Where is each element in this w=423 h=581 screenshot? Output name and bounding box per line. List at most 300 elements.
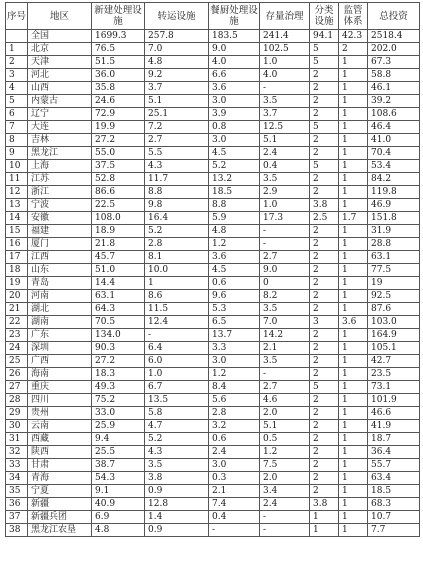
cell: 27.2 — [92, 134, 145, 147]
cell: 2 — [310, 225, 339, 238]
cell: 宁波 — [28, 199, 92, 212]
cell: 31 — [6, 433, 28, 446]
cell: 3.8 — [310, 199, 339, 212]
cell: 辽宁 — [28, 108, 92, 121]
table-body — [6, 30, 420, 537]
cell: 151.8 — [368, 212, 420, 225]
cell: 11 — [6, 173, 28, 186]
cell: 1.0 — [145, 368, 209, 381]
investment-table — [5, 2, 420, 537]
cell: 12.5 — [260, 121, 310, 134]
cell: 19.9 — [92, 121, 145, 134]
cell: 5 — [310, 160, 339, 173]
table-row — [6, 264, 420, 277]
cell: 1.2 — [209, 238, 260, 251]
cell: 27.2 — [92, 355, 145, 368]
cell: 29 — [6, 407, 28, 420]
table-row — [6, 173, 420, 186]
cell: 5.1 — [145, 95, 209, 108]
header-kitchen: 餐厨处理设施 — [209, 3, 260, 30]
cell: 70.5 — [92, 316, 145, 329]
cell: 湖北 — [28, 303, 92, 316]
cell: 2.1 — [209, 485, 260, 498]
table-row — [6, 407, 420, 420]
cell: 52.8 — [92, 173, 145, 186]
cell: 2.9 — [260, 186, 310, 199]
cell: 26 — [6, 368, 28, 381]
cell: 34 — [6, 472, 28, 485]
cell: 1 — [339, 498, 368, 511]
cell: 2 — [310, 264, 339, 277]
cell: 2.4 — [260, 147, 310, 160]
cell: 64.3 — [92, 303, 145, 316]
cell: 2 — [310, 368, 339, 381]
cell: 5.1 — [260, 134, 310, 147]
table-row — [6, 316, 420, 329]
cell: - — [260, 82, 310, 95]
cell: 46.6 — [368, 407, 420, 420]
cell: 2.7 — [145, 134, 209, 147]
table-row — [6, 160, 420, 173]
cell: 73.1 — [368, 381, 420, 394]
cell: 33.0 — [92, 407, 145, 420]
cell: 5.8 — [145, 407, 209, 420]
cell: 1 — [339, 485, 368, 498]
cell: 内蒙古 — [28, 95, 92, 108]
cell: 21.8 — [92, 238, 145, 251]
cell: 3.0 — [209, 459, 260, 472]
cell: 3 — [310, 316, 339, 329]
cell: 吉林 — [28, 134, 92, 147]
cell: 深圳 — [28, 342, 92, 355]
cell: 9.4 — [92, 433, 145, 446]
cell: 5.9 — [209, 212, 260, 225]
cell: 33 — [6, 459, 28, 472]
cell: 1 — [339, 173, 368, 186]
cell: 1 — [339, 446, 368, 459]
cell: 13.5 — [145, 394, 209, 407]
cell: 5 — [310, 56, 339, 69]
cell: 0.8 — [209, 121, 260, 134]
cell: 1 — [339, 147, 368, 160]
cell: 1 — [339, 69, 368, 82]
cell: 9.2 — [145, 69, 209, 82]
header-total: 总投资 — [368, 3, 420, 30]
cell: 2 — [310, 108, 339, 121]
cell: 6.7 — [145, 381, 209, 394]
cell: 0.9 — [145, 524, 209, 537]
cell: 3.5 — [260, 355, 310, 368]
table-header-row — [6, 3, 420, 30]
cell: 宁夏 — [28, 485, 92, 498]
cell: 24 — [6, 342, 28, 355]
cell: 25.9 — [92, 420, 145, 433]
cell: 厦门 — [28, 238, 92, 251]
cell: 湖南 — [28, 316, 92, 329]
cell: 12.8 — [145, 498, 209, 511]
cell: 1 — [339, 524, 368, 537]
cell: 6.4 — [145, 342, 209, 355]
cell: 84.2 — [368, 173, 420, 186]
cell: 1 — [339, 121, 368, 134]
cell: 江西 — [28, 251, 92, 264]
cell: 3.6 — [339, 316, 368, 329]
cell: 2 — [310, 173, 339, 186]
cell: 10.0 — [145, 264, 209, 277]
cell: 2 — [310, 82, 339, 95]
cell: 2 — [310, 95, 339, 108]
cell: 山东 — [28, 264, 92, 277]
cell: 甘肃 — [28, 459, 92, 472]
cell: 2 — [6, 56, 28, 69]
cell: 1.2 — [209, 368, 260, 381]
cell: 3.7 — [260, 108, 310, 121]
cell: 1 — [339, 160, 368, 173]
cell: 0.4 — [209, 511, 260, 524]
cell: 5 — [310, 121, 339, 134]
cell: - — [209, 524, 260, 537]
cell: 5.6 — [209, 394, 260, 407]
cell: 18.9 — [92, 225, 145, 238]
cell: 2 — [310, 277, 339, 290]
cell: 183.5 — [209, 30, 260, 43]
cell: 2 — [310, 433, 339, 446]
cell: 37 — [6, 511, 28, 524]
cell: 5 — [310, 43, 339, 56]
table-row — [6, 95, 420, 108]
cell: 41.0 — [368, 134, 420, 147]
cell: 18.5 — [209, 186, 260, 199]
cell: 17.3 — [260, 212, 310, 225]
table-row — [6, 134, 420, 147]
cell: 86.6 — [92, 186, 145, 199]
cell: 1 — [6, 43, 28, 56]
cell: 42.7 — [368, 355, 420, 368]
cell: 1 — [339, 199, 368, 212]
cell: 3.8 — [145, 472, 209, 485]
cell: 55.7 — [368, 459, 420, 472]
cell: 1 — [339, 303, 368, 316]
cell: 黑龙江 — [28, 147, 92, 160]
table-row — [6, 108, 420, 121]
cell: 4.3 — [145, 446, 209, 459]
cell: 5.2 — [209, 160, 260, 173]
cell: 2 — [310, 342, 339, 355]
cell: 63.1 — [92, 290, 145, 303]
cell: 42.3 — [339, 30, 368, 43]
header-supervision: 监管体系 — [339, 3, 368, 30]
cell: 2 — [310, 407, 339, 420]
header-stock: 存量治理 — [260, 3, 310, 30]
cell: 8.1 — [145, 251, 209, 264]
cell: 1 — [339, 108, 368, 121]
cell: 3.5 — [260, 303, 310, 316]
table-row — [6, 368, 420, 381]
cell: 0.4 — [260, 160, 310, 173]
table-row — [6, 303, 420, 316]
cell: 17 — [6, 251, 28, 264]
cell: 3 — [6, 69, 28, 82]
cell: 35.8 — [92, 82, 145, 95]
cell: 4 — [6, 82, 28, 95]
cell: 重庆 — [28, 381, 92, 394]
cell: 45.7 — [92, 251, 145, 264]
cell: 1 — [339, 290, 368, 303]
table-row — [6, 147, 420, 160]
cell: 5 — [6, 95, 28, 108]
cell — [6, 30, 28, 43]
cell: 16.4 — [145, 212, 209, 225]
cell: 25 — [6, 355, 28, 368]
cell: 河北 — [28, 69, 92, 82]
cell: 8.4 — [209, 381, 260, 394]
cell: 1 — [339, 56, 368, 69]
cell: 18 — [6, 264, 28, 277]
cell: 2.0 — [260, 472, 310, 485]
table-row — [6, 69, 420, 82]
cell: 63.1 — [368, 251, 420, 264]
cell: 6.0 — [145, 355, 209, 368]
cell: 6.9 — [92, 511, 145, 524]
cell: 32 — [6, 446, 28, 459]
cell: 5 — [310, 381, 339, 394]
cell: 41.9 — [368, 420, 420, 433]
cell: 3.6 — [209, 251, 260, 264]
cell: 4.0 — [209, 56, 260, 69]
cell: 36.0 — [92, 69, 145, 82]
cell: 2 — [310, 459, 339, 472]
cell: 8 — [6, 134, 28, 147]
cell: 40.9 — [92, 498, 145, 511]
cell: 3.7 — [145, 82, 209, 95]
table-row — [6, 381, 420, 394]
cell: 1.0 — [260, 56, 310, 69]
cell: 63.4 — [368, 472, 420, 485]
cell: 山西 — [28, 82, 92, 95]
header-region: 地区 — [28, 3, 92, 30]
cell: 36.4 — [368, 446, 420, 459]
cell: 福建 — [28, 225, 92, 238]
cell: 四川 — [28, 394, 92, 407]
table-row — [6, 199, 420, 212]
cell: 1 — [339, 433, 368, 446]
cell: 4.7 — [145, 420, 209, 433]
cell: 15 — [6, 225, 28, 238]
cell: 1 — [339, 342, 368, 355]
cell: 2.7 — [260, 251, 310, 264]
cell: 18.3 — [92, 368, 145, 381]
cell: 9.0 — [209, 43, 260, 56]
header-seq: 序号 — [6, 3, 28, 30]
cell: 7.5 — [260, 459, 310, 472]
cell: 广西 — [28, 355, 92, 368]
cell: 海南 — [28, 368, 92, 381]
cell: 4.8 — [92, 524, 145, 537]
cell: 72.9 — [92, 108, 145, 121]
cell: 18.5 — [368, 485, 420, 498]
cell: 7.4 — [209, 498, 260, 511]
cell: 38.7 — [92, 459, 145, 472]
cell: 1 — [339, 381, 368, 394]
cell: 3.8 — [310, 498, 339, 511]
table-row — [6, 459, 420, 472]
cell: 55.0 — [92, 147, 145, 160]
cell: 12.4 — [145, 316, 209, 329]
cell: 67.3 — [368, 56, 420, 69]
cell: 6.5 — [209, 316, 260, 329]
cell: 2 — [310, 147, 339, 160]
cell: 3.3 — [209, 342, 260, 355]
cell: 10.7 — [368, 511, 420, 524]
cell: 4.8 — [145, 56, 209, 69]
cell: - — [260, 225, 310, 238]
cell: 257.8 — [145, 30, 209, 43]
cell: 5.2 — [145, 225, 209, 238]
cell: 2.0 — [260, 407, 310, 420]
cell: 164.9 — [368, 329, 420, 342]
cell: 21 — [6, 303, 28, 316]
cell: 3.2 — [209, 420, 260, 433]
cell: 13 — [6, 199, 28, 212]
cell: 2 — [339, 43, 368, 56]
cell: 0 — [260, 277, 310, 290]
cell: 23.5 — [368, 368, 420, 381]
cell: 1699.3 — [92, 30, 145, 43]
cell: 1 — [339, 225, 368, 238]
cell: 9.6 — [209, 290, 260, 303]
table-row — [6, 433, 420, 446]
cell: 5.3 — [209, 303, 260, 316]
table-row — [6, 524, 420, 537]
cell: 28 — [6, 394, 28, 407]
cell: 102.5 — [260, 43, 310, 56]
table-row — [6, 355, 420, 368]
cell: 2 — [310, 186, 339, 199]
cell: 浙江 — [28, 186, 92, 199]
cell: 1 — [339, 459, 368, 472]
cell: 90.3 — [92, 342, 145, 355]
cell: 青海 — [28, 472, 92, 485]
cell: 贵州 — [28, 407, 92, 420]
cell: 7.2 — [145, 121, 209, 134]
cell: 1 — [310, 524, 339, 537]
cell: 1 — [339, 82, 368, 95]
cell: 5.1 — [260, 420, 310, 433]
cell: 3.6 — [209, 82, 260, 95]
cell: 68.3 — [368, 498, 420, 511]
cell: 北京 — [28, 43, 92, 56]
cell: 0.3 — [209, 472, 260, 485]
cell: 天津 — [28, 56, 92, 69]
table-row — [6, 420, 420, 433]
cell: 105.1 — [368, 342, 420, 355]
cell: 5.2 — [145, 433, 209, 446]
cell: 75.2 — [92, 394, 145, 407]
cell: 14.2 — [260, 329, 310, 342]
cell: 2 — [310, 394, 339, 407]
cell: 9.8 — [145, 199, 209, 212]
cell: 19 — [368, 277, 420, 290]
cell: 8.2 — [260, 290, 310, 303]
cell: 0.5 — [260, 433, 310, 446]
cell: 大连 — [28, 121, 92, 134]
cell: 35 — [6, 485, 28, 498]
table-row — [6, 446, 420, 459]
cell: 1 — [339, 95, 368, 108]
cell: 上海 — [28, 160, 92, 173]
cell: 2 — [310, 134, 339, 147]
cell: 4.5 — [209, 264, 260, 277]
cell: 14 — [6, 212, 28, 225]
investment-table-container — [5, 2, 420, 537]
table-row — [6, 290, 420, 303]
cell: 2 — [310, 238, 339, 251]
cell: 51.0 — [92, 264, 145, 277]
cell: 2.4 — [260, 498, 310, 511]
cell: 2 — [310, 303, 339, 316]
cell: - — [260, 238, 310, 251]
cell: 19 — [6, 277, 28, 290]
table-row — [6, 225, 420, 238]
cell: 3.4 — [260, 485, 310, 498]
cell: 9.0 — [260, 264, 310, 277]
cell: 37.5 — [92, 160, 145, 173]
cell: 1.2 — [260, 446, 310, 459]
cell: 22.5 — [92, 199, 145, 212]
cell: 36 — [6, 498, 28, 511]
cell: 1 — [339, 368, 368, 381]
cell: 54.3 — [92, 472, 145, 485]
cell: 4.3 — [145, 160, 209, 173]
cell: 11.5 — [145, 303, 209, 316]
cell: 53.4 — [368, 160, 420, 173]
table-row — [6, 43, 420, 56]
cell: 202.0 — [368, 43, 420, 56]
cell: 25.5 — [92, 446, 145, 459]
cell: 2.1 — [260, 342, 310, 355]
cell: 70.4 — [368, 147, 420, 160]
cell: 2 — [310, 329, 339, 342]
table-row — [6, 329, 420, 342]
cell: 2 — [310, 290, 339, 303]
table-row — [6, 472, 420, 485]
cell: 2 — [310, 420, 339, 433]
cell: 9.1 — [92, 485, 145, 498]
cell: 23 — [6, 329, 28, 342]
cell: 江苏 — [28, 173, 92, 186]
cell: 6.6 — [209, 69, 260, 82]
cell: 1 — [339, 472, 368, 485]
cell: 西藏 — [28, 433, 92, 446]
cell: 241.4 — [260, 30, 310, 43]
cell: 安徽 — [28, 212, 92, 225]
cell: 1 — [339, 407, 368, 420]
cell: 3.0 — [209, 355, 260, 368]
cell: 46.4 — [368, 121, 420, 134]
cell: 全国 — [28, 30, 92, 43]
cell: 13.7 — [209, 329, 260, 342]
cell: 青岛 — [28, 277, 92, 290]
cell: 3.5 — [145, 459, 209, 472]
cell: 2 — [310, 69, 339, 82]
cell: - — [260, 368, 310, 381]
cell: 1 — [339, 329, 368, 342]
cell: 8.6 — [145, 290, 209, 303]
table-row — [6, 186, 420, 199]
cell: 7.0 — [260, 316, 310, 329]
cell: 20 — [6, 290, 28, 303]
cell: 7.7 — [368, 524, 420, 537]
